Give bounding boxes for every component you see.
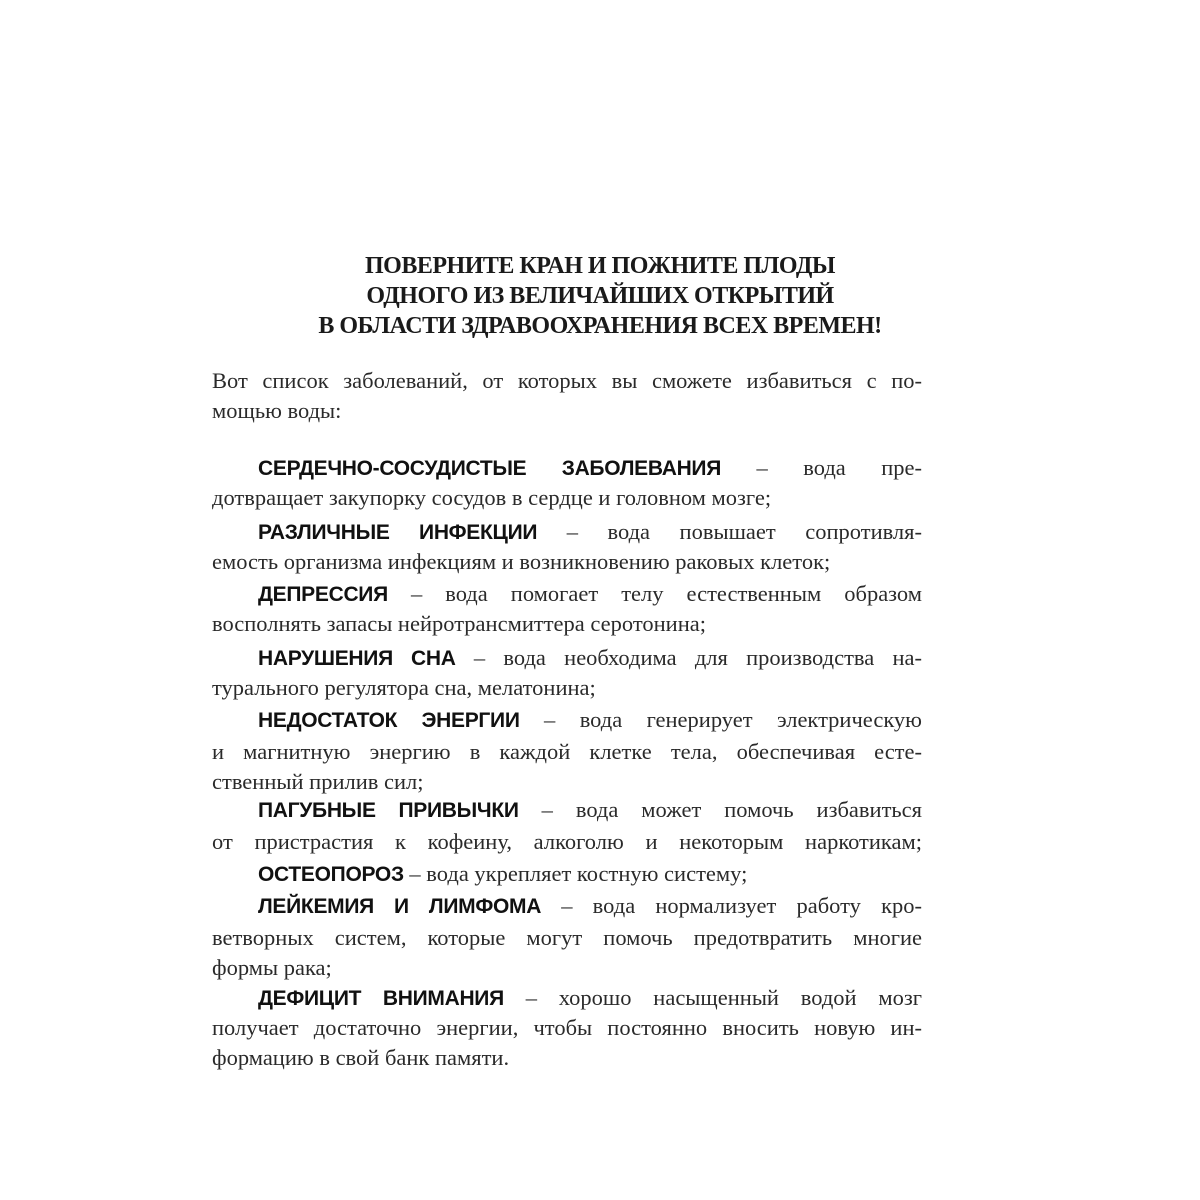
- item-text: – хорошо насыщенный водой мозг: [503, 985, 922, 1010]
- disease-term: ДЕПРЕССИЯ: [258, 583, 388, 606]
- disease-term: ПАГУБНЫЕ ПРИВЫЧКИ: [258, 799, 519, 822]
- item-text: – вода пре-: [721, 455, 922, 480]
- list-item-line: [212, 517, 922, 548]
- list-item-line: [212, 453, 922, 484]
- list-item-line: формацию в свой банк памяти.: [212, 1045, 510, 1070]
- item-text: – вода повышает сопротивля-: [537, 519, 923, 544]
- list-item-line: от пристрастия к кофеину, алкоголю и некоторым наркотикам;: [212, 829, 922, 854]
- item-text: – вода может помочь избавиться: [518, 797, 922, 822]
- disease-term: СЕРДЕЧНО-СОСУДИСТЫЕ ЗАБОЛЕВАНИЯ: [258, 457, 722, 480]
- heading-line: ОДНОГО ИЗ ВЕЛИЧАЙШИХ ОТКРЫТИЙ: [366, 283, 834, 309]
- list-item-line: восполнять запасы нейротрансмиттера серотонина;: [212, 611, 706, 636]
- list-item-line: ственный прилив сил;: [212, 769, 424, 794]
- item-text: – вода генерирует электрическую: [519, 707, 922, 732]
- disease-term: ОСТЕОПОРОЗ: [258, 863, 404, 886]
- intro-line: мощью воды:: [212, 398, 342, 423]
- disease-term: ДЕФИЦИТ ВНИМАНИЯ: [258, 987, 504, 1010]
- list-item-line: ветворных систем, которые могут помочь предотвратить многие: [212, 925, 922, 950]
- list-item-line: и магнитную энергию в каждой клетке тела, обеспечивая есте-: [212, 739, 922, 764]
- intro-line: Вот список заболеваний, от которых вы сможете избавиться с по-: [212, 368, 922, 393]
- disease-term: НЕДОСТАТОК ЭНЕРГИИ: [258, 709, 520, 732]
- list-item-line: [212, 795, 922, 826]
- list-item-line: [212, 579, 922, 610]
- list-item-line: получает достаточно энергии, чтобы постоянно вносить новую ин-: [212, 1015, 922, 1040]
- list-item-line: турального регулятора сна, мелатонина;: [212, 675, 596, 700]
- disease-term: ЛЕЙКЕМИЯ И ЛИМФОМА: [258, 895, 542, 918]
- item-text: – вода укрепляет костную систему;: [403, 861, 748, 886]
- list-item-line: [212, 983, 922, 1014]
- heading-line: ПОВЕРНИТЕ КРАН И ПОЖНИТЕ ПЛОДЫ: [365, 253, 835, 279]
- disease-term: РАЗЛИЧНЫЕ ИНФЕКЦИИ: [258, 521, 538, 544]
- disease-term: НАРУШЕНИЯ СНА: [258, 647, 456, 670]
- list-item-line: [212, 891, 922, 922]
- heading-line: В ОБЛАСТИ ЗДРАВООХРАНЕНИЯ ВСЕХ ВРЕМЕН!: [318, 313, 882, 339]
- list-item-line: [212, 859, 922, 890]
- list-item-line: [212, 705, 922, 736]
- item-text: – вода нормализует работу кро-: [541, 893, 922, 918]
- list-item-line: формы рака;: [212, 955, 332, 980]
- list-item-line: емость организма инфекциям и возникновению раковых клеток;: [212, 549, 831, 574]
- list-item-line: [212, 643, 922, 674]
- list-item-line: дотвращает закупорку сосудов в сердце и головном мозге;: [212, 485, 772, 510]
- item-text: – вода необходима для производства на-: [455, 645, 922, 670]
- item-text: – вода помогает телу естественным образом: [387, 581, 922, 606]
